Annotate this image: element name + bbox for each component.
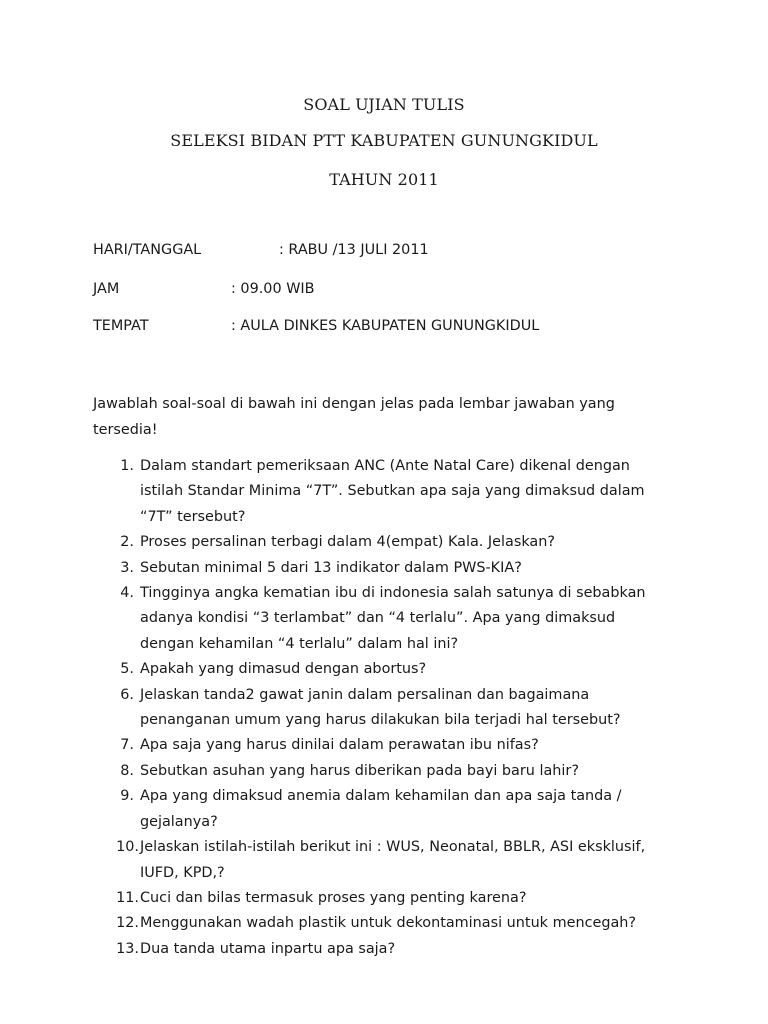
- question-item: [0, 454, 768, 530]
- question-item: [0, 581, 768, 657]
- exam-year: TAHUN 2011: [329, 170, 439, 189]
- time-label: JAM: [93, 281, 120, 297]
- question-number: 11.: [116, 889, 139, 906]
- question-number: 8.: [120, 762, 134, 779]
- question-item: [0, 556, 768, 581]
- question-item: [0, 530, 768, 555]
- exam-subtitle: SELEKSI BIDAN PTT KABUPATEN GUNUNGKIDUL: [170, 131, 598, 150]
- time-value: : 09.00 WIB: [231, 281, 315, 297]
- question-item: [0, 759, 768, 784]
- instruction-text: Jawablah soal-soal di bawah ini dengan jelas pada lembar jawaban yang tersedia!: [93, 396, 615, 438]
- place-label: TEMPAT: [93, 318, 149, 334]
- question-text: Jelaskan istilah-istilah berikut ini : WUS, Neonatal, BBLR, ASI eksklusif, IUFD, KPD,?: [140, 839, 646, 881]
- question-text: Dua tanda utama inpartu apa saja?: [140, 940, 396, 957]
- question-text: Jelaskan tanda2 gawat janin dalam persalinan dan bagaimana penanganan umum yang harus dilakukan bila terjadi hal tersebut?: [140, 686, 621, 729]
- question-number: 5.: [120, 661, 134, 678]
- question-number: 1.: [120, 458, 134, 474]
- question-text: Tingginya angka kematian ibu di indonesia salah satunya di sebabkan adanya kondisi “3 terlambat” dan “4 terlalu”. Apa yang dimaksud dengan kehamilan “4 terlalu” dalam hal ini?: [140, 585, 646, 652]
- question-text: Sebutkan asuhan yang harus diberikan pada bayi baru lahir?: [140, 762, 579, 779]
- question-number: 2.: [120, 534, 134, 551]
- question-item: [0, 657, 768, 682]
- question-item: [0, 835, 768, 886]
- question-number: 4.: [120, 585, 134, 602]
- question-number: 9.: [120, 788, 134, 805]
- question-item: [0, 937, 768, 962]
- question-number: 13.: [116, 940, 139, 957]
- question-number: 7.: [120, 737, 134, 754]
- date-label: HARI/TANGGAL: [93, 242, 202, 258]
- question-item: [0, 733, 768, 758]
- question-item: [0, 886, 768, 911]
- question-number: 6.: [120, 686, 134, 703]
- question-text: Dalam standart pemeriksaan ANC (Ante Natal Care) dikenal dengan istilah Standar Minima “7T”. Sebutkan apa saja yang dimaksud dalam “7T” tersebut?: [140, 458, 645, 525]
- question-item: [0, 784, 768, 835]
- exam-title: SOAL UJIAN TULIS: [303, 95, 465, 114]
- question-item: [0, 683, 768, 734]
- question-text: Cuci dan bilas termasuk proses yang penting karena?: [140, 889, 527, 906]
- question-text: Menggunakan wadah plastik untuk dekontaminasi untuk mencegah?: [140, 915, 637, 932]
- question-text: Proses persalinan terbagi dalam 4(empat) Kala. Jelaskan?: [140, 534, 556, 551]
- question-text: Apa saja yang harus dinilai dalam perawatan ibu nifas?: [140, 737, 539, 754]
- question-number: 12.: [116, 915, 139, 932]
- place-value: : AULA DINKES KABUPATEN GUNUNGKIDUL: [231, 318, 540, 334]
- question-text: Sebutan minimal 5 dari 13 indikator dalam PWS-KIA?: [140, 559, 522, 576]
- question-text: Apa yang dimaksud anemia dalam kehamilan dan apa saja tanda / gejalanya?: [140, 788, 622, 830]
- date-value: : RABU /13 JULI 2011: [279, 242, 429, 258]
- question-number: 3.: [120, 559, 134, 576]
- question-number: 10.: [116, 839, 139, 856]
- question-text: Apakah yang dimasud dengan abortus?: [140, 661, 427, 678]
- question-item: [0, 911, 768, 936]
- question-list: [0, 454, 768, 962]
